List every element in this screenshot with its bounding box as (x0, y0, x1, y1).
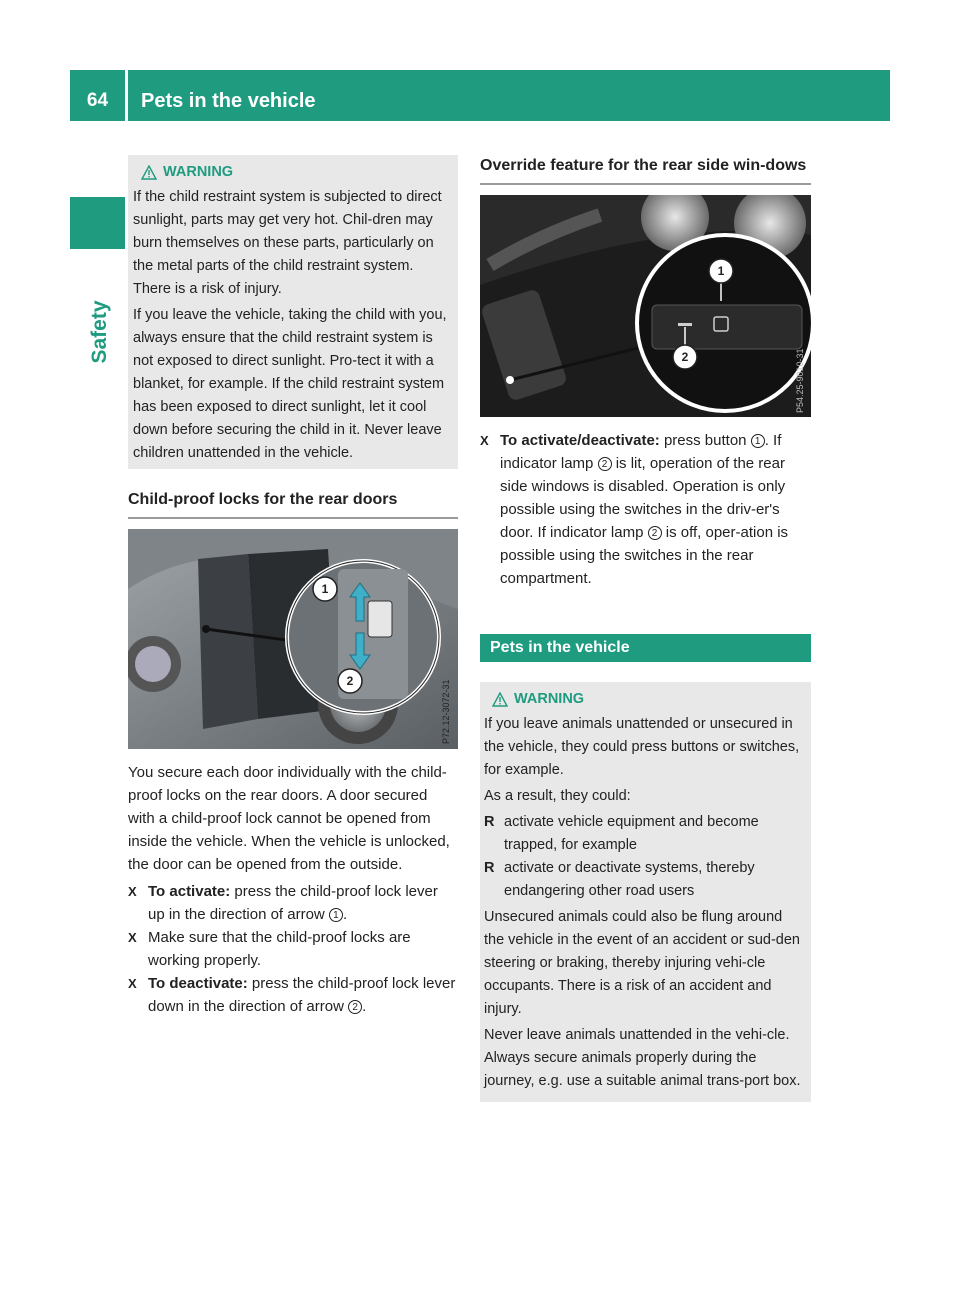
bullet-text: activate or deactivate systems, thereby endangering other road users (504, 860, 755, 899)
page-title: Pets in the vehicle (141, 90, 316, 112)
ref-number: 2 (648, 526, 662, 540)
warning-paragraph: If the child restraint system is subjected to direct sunlight, parts may get very hot. Chil-dren may burn themselves on these parts, particularly on the metal parts of the child restraint system. There is a risk of injury. (133, 189, 442, 297)
section-band: Pets in the vehicle (480, 634, 811, 662)
step-end: . (362, 998, 367, 1015)
door-lock-figure (128, 529, 458, 749)
warning-paragraph: If you leave the vehicle, taking the child with you, always ensure that the child restraint system is not exposed to direct sunlight. Pro-tect it with a blanket, for example. If the child restraint system has been exposed to direct sunlight, let it cool down before securing the child in it. Never leave children unattended in the vehicle. (133, 307, 447, 461)
ref-number: 2 (348, 1000, 362, 1014)
step-bold: To activate/deactivate: (500, 432, 660, 449)
step-body: . If indicator lamp (500, 432, 782, 472)
step-text (148, 972, 458, 1018)
step-text (500, 429, 811, 590)
step-arrow-icon: X (128, 930, 137, 945)
step-item (128, 926, 458, 972)
page-number: 64 (86, 90, 109, 111)
warning-heading (141, 161, 452, 184)
intro-paragraph: You secure each door individually with the child-proof locks on the rear doors. A door secured with a child-proof lock cannot be opened from inside the vehicle. When the vehicle is unlocked, the door can be opened from the outside. (128, 764, 450, 873)
bullet-text: activate vehicle equipment and become trapped, for example (504, 814, 759, 853)
right-column (480, 155, 811, 1102)
section-title: Override feature for the rear side win-dows (480, 155, 811, 185)
ref-number: 1 (329, 908, 343, 922)
bullet-r-icon: R (484, 814, 495, 830)
door-lock-illustration (128, 529, 458, 749)
warning-paragraph: Unsecured animals could also be flung around the vehicle in the event of an accident or sud-den steering or braking, thereby injuring vehi-cle occupants. There is a risk of an accident and injury. (484, 909, 800, 1017)
warning-label: WARNING (514, 691, 585, 707)
warning-paragraph: If you leave animals unattended or unsecured in the vehicle, they could press buttons or switches, for example. (484, 716, 800, 778)
override-switch-figure (480, 195, 811, 417)
step-item (128, 972, 458, 1018)
callout-1: 1 (717, 264, 725, 278)
callout-2: 2 (346, 674, 354, 688)
step-arrow-icon: X (128, 976, 137, 991)
warning-label: WARNING (163, 164, 234, 180)
figure-code: P54.25-9010-31 (795, 348, 805, 413)
steps-list (128, 880, 458, 1018)
ref-number: 2 (598, 457, 612, 471)
section-title: Child-proof locks for the rear doors (128, 489, 458, 519)
callout-1: 1 (321, 582, 329, 596)
warning-bullets (484, 811, 805, 903)
warning-box (480, 682, 811, 1102)
step-arrow-icon: X (480, 433, 489, 448)
callout-2: 2 (681, 350, 689, 364)
step-body: is lit, operation of the rear side windows is disabled. Operation is only possible using the switches in the driv-er's door. If indicator lamp (500, 455, 786, 541)
step-text (148, 880, 458, 926)
step-body: press button (659, 432, 751, 449)
bullet-r-icon: R (484, 860, 495, 876)
section-label: Safety (88, 300, 111, 364)
left-column (128, 155, 458, 1018)
override-step (480, 429, 811, 590)
header-separator (125, 70, 128, 121)
step-bold: To deactivate: (148, 975, 248, 992)
step-bold: To activate: (148, 883, 231, 900)
ref-number: 1 (751, 434, 765, 448)
warning-paragraph: As a result, they could: (484, 788, 631, 804)
step-item (480, 429, 811, 590)
override-switch-illustration (480, 195, 811, 417)
bullet-item (484, 811, 805, 857)
warning-triangle-icon (141, 165, 157, 180)
warning-triangle-icon (492, 692, 508, 707)
step-body: is off, oper-ation is possible using the switches in the rear compartment. (500, 524, 789, 587)
step-body: press the child-proof lock lever down in the direction of arrow (148, 975, 456, 1015)
warning-paragraph: Never leave animals unattended in the vehi-cle. Always secure animals properly during the journey, e.g. use a suitable animal trans-port box. (484, 1027, 801, 1089)
step-item (128, 880, 458, 926)
step-end: . (342, 906, 348, 923)
step-text: Make sure that the child-proof locks are working properly. (148, 929, 411, 969)
bullet-item (484, 857, 805, 903)
step-body: press the child-proof lock lever up in the direction of arrow (148, 883, 438, 923)
figure-code: P72.12-3072-31 (441, 679, 451, 744)
section-tab (70, 197, 125, 249)
warning-box (128, 155, 458, 469)
step-arrow-icon: X (128, 884, 137, 899)
warning-heading (492, 688, 805, 711)
